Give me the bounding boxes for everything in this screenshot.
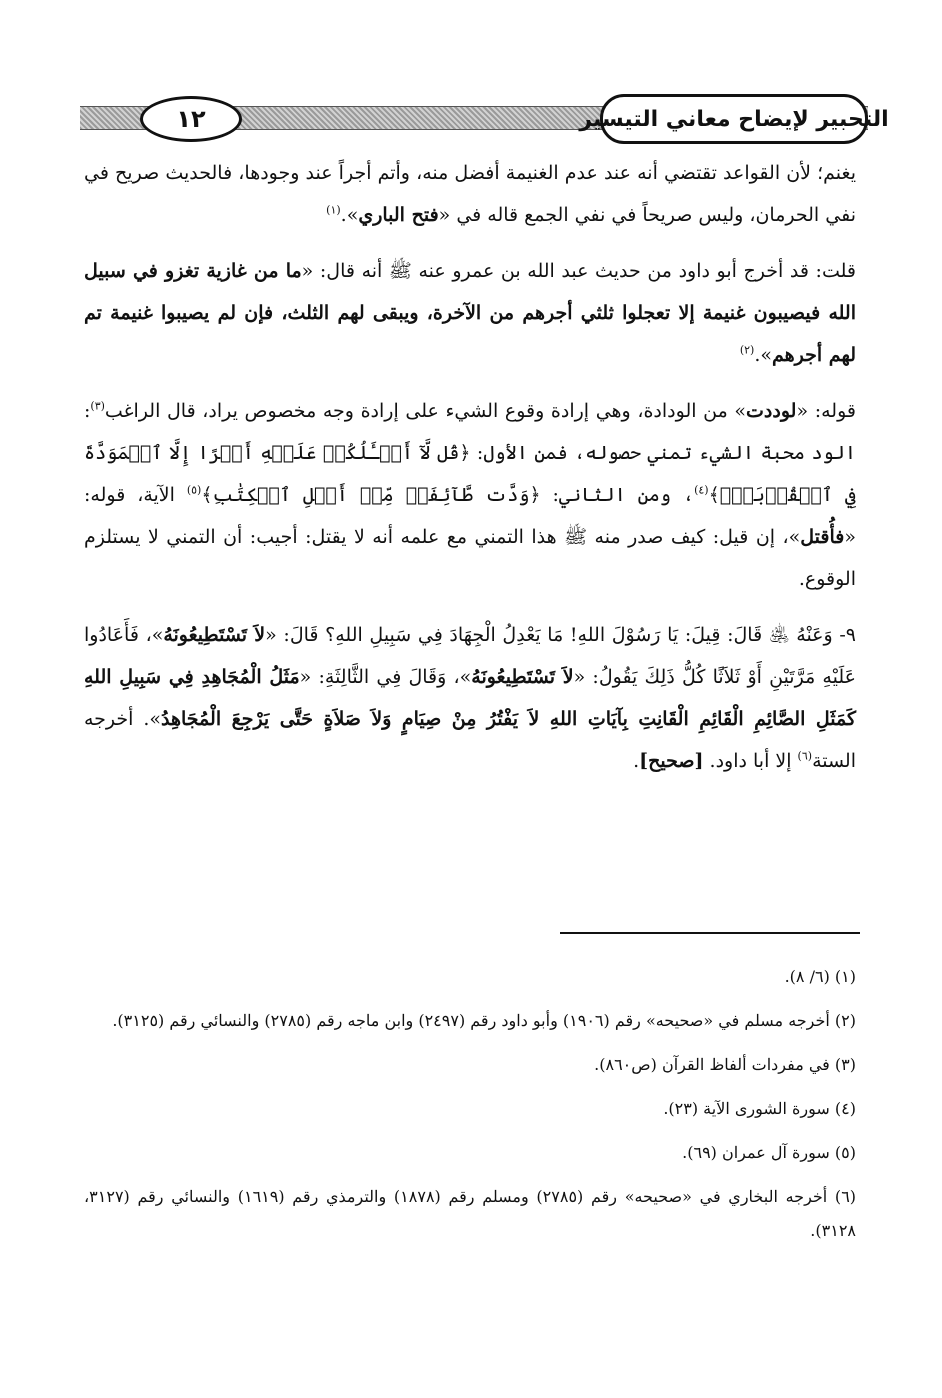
quoted-word: فأُقتل bbox=[800, 526, 845, 548]
footnote-4: (٤) سورة الشورى الآية (٢٣). bbox=[663, 1099, 856, 1118]
quran-verse: : الود محبة الشيء تمني حصوله، فمن الأول: ﴿قُل لَّآ أَسۡـَٔلُكُمۡ عَلَيۡهِ أَجۡرًا إِلَّا ٱلۡمَوَدَّةَ فِي ٱلۡقُرۡبَىٰۗ﴾ bbox=[84, 400, 856, 506]
book-title: التحبير لإيضاح معاني التيسير bbox=[600, 94, 868, 144]
footnote-ref: (٤) bbox=[694, 483, 709, 497]
text: يغنم؛ لأن القواعد تقتضي أنه عند عدم الغنيمة أفضل منه، وأتم أجراً عند وجودها، فالحديث صريح في نفي الحرمان، وليس صريحاً في نفي الجمع قاله في « bbox=[84, 162, 856, 226]
book-reference: فتح الباري bbox=[358, 204, 439, 226]
text: قوله: « bbox=[796, 400, 856, 422]
footnote-2: (٢) أخرجه مسلم في «صحيحه» رقم (١٩٠٦) وأبو داود رقم (٢٤٩٧) وابن ماجه رقم (٢٧٨٥) والنسائي رقم (٣١٢٥). bbox=[112, 1011, 856, 1030]
text: »، إن قيل: كيف صدر منه ﷺ هذا التمني مع علمه أنه لا يقتل: أجيب: أن التمني لا يستلزم الوقوع. bbox=[84, 526, 856, 590]
hadith-grade: [صحيح] bbox=[639, 750, 704, 772]
quoted-word: لوددت bbox=[746, 400, 797, 422]
main-text bbox=[84, 152, 856, 796]
footnote-ref: (١) bbox=[326, 203, 341, 217]
hadith-text: مَثَلُ الْمُجَاهِدِ فِي سَبِيلِ اللهِ كَمَثَلِ الصَّائِمِ الْقَائِمِ الْقَانِتِ بِآيَاتِ اللهِ لاَ يَفْتُرُ مِنْ صِيَامٍ وَلاَ صَلاَةٍ حَتَّى يَرْجِعَ الْمُجَاهِدُ bbox=[84, 666, 856, 730]
text: قلت: قد أخرج أبو داود من حديث عبد الله بن عمرو عنه ﷺ أنه قال: « bbox=[301, 260, 856, 282]
text: » من الودادة، وهي إرادة وقوع الشيء على إرادة وجه مخصوص يراد، قال الراغب bbox=[104, 400, 747, 422]
text: الآية، قوله: « bbox=[84, 484, 856, 548]
page-header bbox=[80, 92, 889, 144]
paragraph-2 bbox=[84, 250, 856, 376]
quran-verse: ، ومن الثاني: ﴿وَدَّت طَّآئِفَةٞ مِّنۡ أَهۡلِ ٱلۡكِتَٰبِ﴾ bbox=[201, 484, 695, 506]
text: »، فَأَعَادُوا عَلَيْهِ مَرَّتَيْنِ أَوْ ثَلاَثًا كُلُّ ذَلِكَ يَقُولُ: « bbox=[84, 624, 856, 688]
text: ». أخرجه الستة bbox=[84, 708, 856, 772]
text: ». bbox=[340, 204, 359, 226]
footnote-6: (٦) أخرجه البخاري في «صحيحه» رقم (٢٧٨٥) ومسلم رقم (١٨٧٨) والترمذي رقم (١٦١٩) والنسائي رقم (٣١٢٧، ٣١٢٨). bbox=[84, 1187, 857, 1240]
footnote-ref: (٣) bbox=[90, 399, 105, 413]
text: ٩- وَعَنْهُ ﵁ قَالَ: قِيلَ: يَا رَسُوْلَ اللهِ! مَا يَعْدِلُ الْجِهَادَ فِي سَبِيلِ اللهِ؟ قَالَ: « bbox=[265, 624, 856, 646]
footnote-ref: (٥) bbox=[186, 483, 202, 497]
text: . bbox=[633, 750, 640, 772]
text: »، وَقَالَ فِي الثَّالِثَةِ: « bbox=[299, 666, 472, 688]
paragraph-4-hadith-9 bbox=[84, 614, 856, 782]
footnote-5: (٥) سورة آل عمران (٦٩). bbox=[682, 1143, 856, 1162]
paragraph-3 bbox=[84, 390, 856, 600]
hadith-text: لاَ تَسْتَطِيعُونَهُ bbox=[163, 624, 266, 646]
hadith-text: ما من غازية تغزو في سبيل الله فيصيبون غنيمة إلا تعجلوا ثلثي أجرهم من الآخرة، ويبقى لهم الثلث، فإن لم يصيبوا غنيمة تم لهم أجرهم bbox=[84, 260, 856, 366]
footnote-ref: (٦) bbox=[797, 749, 813, 763]
page-number: ١٢ bbox=[140, 96, 242, 142]
text: ». bbox=[754, 344, 773, 366]
hadith-text: لاَ تَسْتَطِيعُونَهُ bbox=[471, 666, 574, 688]
footnote-1: (١) (٦/ ٨). bbox=[784, 967, 856, 986]
text: إلا أبا داود. bbox=[703, 750, 798, 772]
footnote-ref: (٢) bbox=[739, 343, 755, 357]
footnote-3: (٣) في مفردات ألفاظ القرآن (ص٨٦٠). bbox=[594, 1055, 856, 1074]
footnotes bbox=[84, 960, 856, 1258]
footnote-separator bbox=[560, 932, 860, 934]
paragraph-1 bbox=[84, 152, 856, 236]
